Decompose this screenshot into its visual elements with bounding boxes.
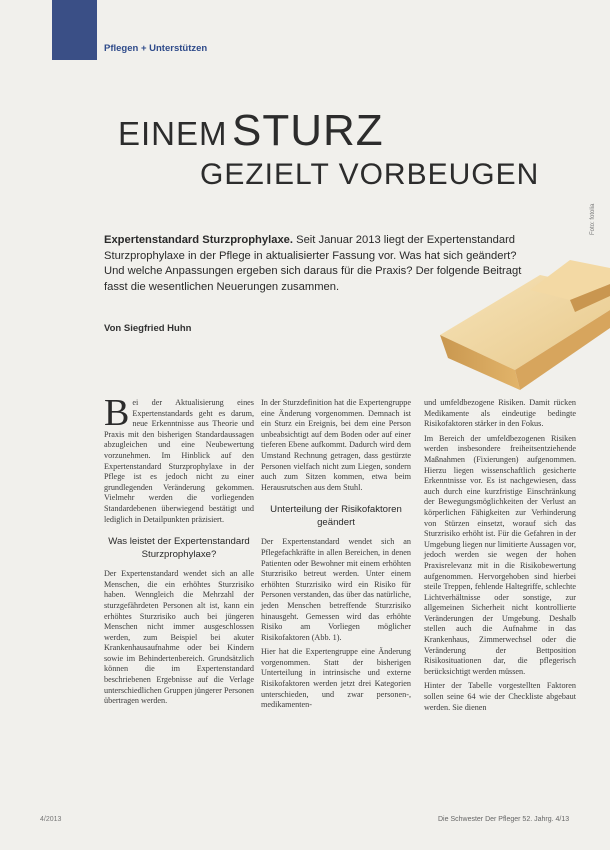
text-column-3: [424, 398, 576, 717]
col2-subheading: Unterteilung der Risikofaktoren geändert: [270, 504, 402, 529]
col1-subheading: Was leistet der Expertenstandard Sturzprophylaxe?: [108, 536, 250, 561]
journal-footer: Die Schwester Der Pfleger 52. Jahrg. 4/13: [438, 816, 570, 823]
section-label: Pflegen + Unterstützen: [104, 43, 208, 54]
section-color-block: [52, 0, 97, 60]
title-word-2: STURZ: [231, 106, 384, 155]
col1-paragraph-1: ei der Aktualisierung eines Expertenstandards geht es darum, neue Erkenntnisse aus Theorie und Praxis mit den bisherigen Standardaussagen abzugleichen und eine Neubewertung vorzunehmen. Im Hinblick auf den Expertenstandard Sturzprophylaxe in der Pflege ist es jedoch nicht zu einer grundlegenden Veränderung gekommen. Vielmehr werden die vorliegenden Standardebenen überwiegend bestätigt und lediglich in Detailpunkten präzisiert.: [104, 398, 254, 524]
wooden-blocks-image: [420, 250, 610, 410]
col2-paragraph-1: In der Sturzdefinition hat die Expertengruppe eine Änderung vorgenommen. Demnach ist ein Sturz ein Ereignis, bei dem eine Person unbeabsichtigt auf dem Boden oder auf einer tieferen Ebene aufkommt. Dadurch wird dem Umstand Rechnung getragen, dass gestürzte Personen vielfach nicht zum Liegen, sondern auch zum Sitzen kommen, etwa beim Herausrutschen aus dem Stuhl.: [261, 398, 411, 492]
col3-paragraph-2: Im Bereich der umfeldbezogenen Risiken werden insbesondere freiheitsentziehende Maßnahmen (Fixierungen) aufgenommen. Hierzu liegen wissenschaftlich gesicherte Erkenntnisse vor. Es ist nachgewiesen, dass auch durch eine kurzfristige Einschränkung der Bewegungsmöglichkeiten der Verlust an körperlichen Fähigkeiten zur Verhinderung von Stürzen einsetzt, worauf sich das Sturzrisiko erhöht ist. Für die Gefahren in der Umgebung liegen nur limitierte Aussagen vor, jedoch werden sie wegen der hohen Praxisrelevanz mit in die Risikobewertung aufgenommen. Hervorgehoben sind hierbei steile Treppen, fehlende Haltegriffe, schlechte Lichtverhältnisse oder sonstige, zur allgemeinen Sicherheit nicht kontrollierte Veränderungen der Umgebung. Deshalb stellen auch die Aufnahme in das Krankenhaus, Zimmerwechsel oder die Veränderung der Bettposition Risikosituationen dar, die pflegerisch berücksichtigt werden müssen.: [424, 433, 576, 676]
photo-credit: Foto: fotolia: [590, 203, 596, 235]
author-byline: Von Siegfried Huhn: [104, 323, 192, 334]
drop-cap: B: [104, 392, 130, 434]
col3-paragraph-3: Hinter der Tabelle vorgestellten Faktoren sollen seine 64 wie der Checkliste abgebaut werden. Sie dienen: [424, 681, 576, 712]
col1-paragraph-2: Der Expertenstandard wendet sich an alle Menschen, die ein erhöhtes Sturzrisiko haben. Wenngleich die Mehrzahl der sturzgefährdeten Personen alt ist, kann ein erhöhtes Sturzrisiko auch bei jüngeren Menschen nicht immer ausgeschlossen werden, zum Beispiel bei akuter Krankenhausaufnahme oder bei Kindern sowie im Behindertenbereich. Grundsätzlich können die im Expertenstandard beschriebenen Ergebnisse auf die Verlage unterschiedlichen Gruppen jüngerer Personen übertragen werden.: [104, 569, 254, 706]
col2-paragraph-2: Der Expertenstandard wendet sich an Pflegefachkräfte in allen Bereichen, in denen Patienten oder Bewohner mit einem erhöhten Sturzrisiko betreut werden. Unter einem erhöhten Sturzrisiko wird ein Risiko für Personen verstanden, das über das natürliche, jeden Menschen betreffende Sturzrisiko hinausgeht. Gemessen wird das erhöhte Risiko am Vorliegen möglicher Risikofaktoren (Abb. 1).: [261, 537, 411, 642]
text-column-1: [104, 392, 254, 711]
page-number: 4/2013: [40, 816, 62, 823]
page-title: [118, 106, 498, 156]
title-word-1: EINEM: [118, 115, 228, 152]
lead-text: Seit Januar 2013 liegt der Expertenstandard Sturzprophylaxe in der Pflege in aktualisierter Fassung vor. Was hat sich geändert? Und welche Anpassungen ergeben sich daraus für die Praxis? Der folgende Beitragt fasst die wesentlichen Neuerungen zusammen.: [104, 234, 522, 293]
page-title-line-2: GEZIELT VORBEUGEN: [200, 158, 540, 191]
text-column-2: [261, 398, 411, 715]
col2-paragraph-3: Hier hat die Expertengruppe eine Änderung vorgenommen. Statt der bisherigen Unterteilung in intrinsische und externe Risikofaktoren werden jetzt drei Kategorien unterschieden, und zwar personen-, medikamenten-: [261, 647, 411, 710]
col3-paragraph-1: und umfeldbezogene Risiken. Damit rücken Medikamente als eindeutige bedingte Risikofaktoren stärker in den Fokus.: [424, 398, 576, 429]
lead-bold: Expertenstandard Sturzprophylaxe.: [104, 234, 293, 246]
